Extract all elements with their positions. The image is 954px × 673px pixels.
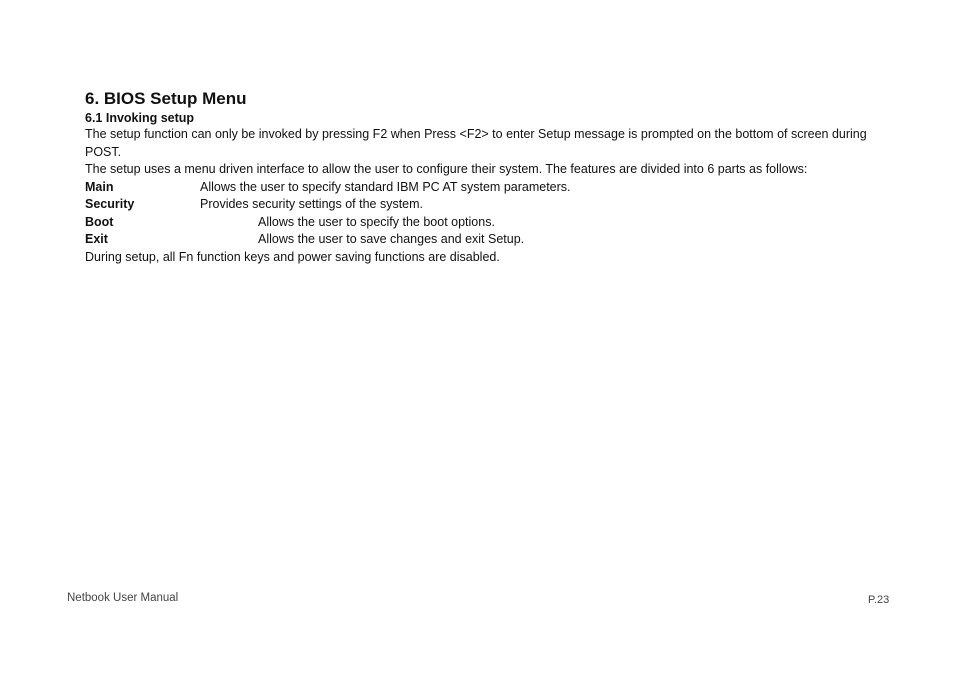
footer-page-number: P.23 <box>868 594 890 606</box>
section-subtitle: 6.1 Invoking setup <box>85 111 195 125</box>
menu-desc: Allows the user to specify the boot options. <box>258 214 495 229</box>
menu-term: Security <box>85 197 135 211</box>
page-content <box>85 88 885 266</box>
menu-item-exit <box>85 231 885 249</box>
paragraph-features: The setup uses a menu driven interface to allow the user to configure their system. The features are divided into 6 parts as follows: <box>85 162 808 176</box>
footer-manual-title: Netbook User Manual <box>67 592 179 604</box>
paragraph-setup-note: During setup, all Fn function keys and power saving functions are disabled. <box>85 249 500 264</box>
menu-term: Exit <box>85 232 108 246</box>
menu-item-boot <box>85 214 885 232</box>
menu-term: Main <box>85 179 114 194</box>
menu-item-security <box>85 196 885 214</box>
menu-item-main <box>85 179 885 197</box>
section-title: 6. BIOS Setup Menu <box>85 89 247 108</box>
paragraph-invoking: The setup function can only be invoked by pressing F2 when Press <F2> to enter Setup message is prompted on the bottom of screen during POST. <box>85 127 867 159</box>
menu-term: Boot <box>85 214 114 229</box>
menu-desc: Allows the user to save changes and exit Setup. <box>258 232 525 246</box>
menu-desc: Allows the user to specify standard IBM PC AT system parameters. <box>200 179 571 194</box>
menu-desc: Provides security settings of the system. <box>200 197 424 211</box>
